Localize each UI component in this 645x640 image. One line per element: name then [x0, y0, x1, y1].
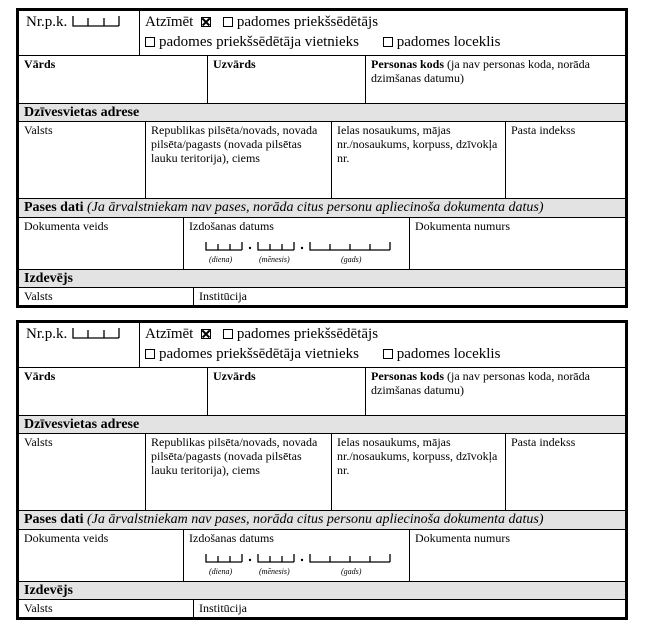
doc-type-cell[interactable]: Dokumenta veids — [24, 531, 109, 545]
institution-cell[interactable]: Institūcija — [193, 600, 625, 617]
member-block-1 — [16, 8, 628, 308]
role-row-1 — [145, 13, 378, 31]
passport-row — [19, 217, 625, 269]
passport-row — [19, 529, 625, 581]
member-label: padomes loceklis — [396, 34, 501, 50]
personal-code-cell[interactable]: Personas kods (ja nav personas koda, norāda dzimšanas datumu) — [365, 56, 625, 103]
year-label: (gads) — [341, 567, 362, 576]
issue-date-cell[interactable]: Izdošanas datums (diena) (mēnesis) (gads) — [183, 218, 409, 269]
checked-checkbox[interactable] — [201, 17, 211, 27]
chair-label: padomes priekšsēdētājs — [236, 14, 379, 30]
doc-number-cell[interactable]: Dokumenta numurs — [409, 530, 625, 581]
institution-cell[interactable]: Institūcija — [193, 288, 625, 305]
passport-title: Pases dati (Ja ārvalstniekam nav pases, norāda citus personu apliecinoša dokumenta datus) — [19, 198, 625, 217]
street-cell[interactable]: Ielas nosaukums, mājas nr./nosaukums, korpuss, dzīvokļa nr. — [331, 434, 505, 510]
nr-boxes — [71, 326, 121, 340]
municipality-cell[interactable]: Republikas pilsēta/novads, novada pilsēta/pagasts (novada pilsētas lauku teritorija), ciems — [145, 434, 331, 510]
address-title: Dzīvesvietas adrese — [19, 103, 625, 121]
nr-boxes — [71, 14, 121, 28]
year-label: (gads) — [341, 255, 362, 264]
street-cell[interactable]: Ielas nosaukums, mājas nr./nosaukums, korpuss, dzīvokļa nr. — [331, 122, 505, 198]
doc-number-cell[interactable]: Dokumenta numurs — [409, 218, 625, 269]
nr-label: Nr.p.k. — [26, 326, 68, 342]
vice-checkbox[interactable] — [145, 37, 155, 47]
role-row-2 — [145, 33, 500, 51]
issuer-title: Izdevējs — [19, 581, 625, 599]
issuer-row — [19, 599, 625, 617]
nr-field[interactable] — [26, 325, 121, 343]
chair-checkbox[interactable] — [223, 17, 233, 27]
issuer-country-cell[interactable]: Valsts — [24, 289, 53, 303]
month-label: (mēnesis) — [259, 255, 290, 264]
member-checkbox[interactable] — [383, 349, 393, 359]
checked-checkbox[interactable] — [201, 329, 211, 339]
month-label: (mēnesis) — [259, 567, 290, 576]
passport-title: Pases dati (Ja ārvalstniekam nav pases, norāda citus personu apliecinoša dokumenta datus) — [19, 510, 625, 529]
first-name-cell[interactable]: Vārds — [24, 57, 56, 71]
doc-type-cell[interactable]: Dokumenta veids — [24, 219, 109, 233]
issuer-row — [19, 287, 625, 305]
last-name-cell[interactable]: Uzvārds — [207, 56, 365, 103]
day-label: (diena) — [209, 567, 233, 576]
member-block-2 — [16, 320, 628, 620]
role-row-1 — [145, 325, 378, 343]
last-name-cell[interactable]: Uzvārds — [207, 368, 365, 415]
vice-label: padomes priekšsēdētāja vietnieks — [159, 346, 359, 362]
address-title: Dzīvesvietas adrese — [19, 415, 625, 433]
country-cell[interactable]: Valsts — [24, 123, 53, 137]
issue-date-cell[interactable]: Izdošanas datums (diena) (mēnesis) (gads) — [183, 530, 409, 581]
member-label: padomes loceklis — [396, 346, 501, 362]
name-row — [19, 367, 625, 415]
first-name-cell[interactable]: Vārds — [24, 369, 56, 383]
address-row — [19, 121, 625, 198]
nr-field[interactable] — [26, 13, 121, 31]
address-row — [19, 433, 625, 510]
issuer-country-cell[interactable]: Valsts — [24, 601, 53, 615]
postcode-cell[interactable]: Pasta indekss — [505, 434, 625, 510]
chair-label: padomes priekšsēdētājs — [236, 326, 379, 342]
chair-checkbox[interactable] — [223, 329, 233, 339]
vice-checkbox[interactable] — [145, 349, 155, 359]
municipality-cell[interactable]: Republikas pilsēta/novads, novada pilsēta/pagasts (novada pilsētas lauku teritorija), ciems — [145, 122, 331, 198]
name-row — [19, 55, 625, 103]
member-checkbox[interactable] — [383, 37, 393, 47]
mark-label: Atzīmēt — [145, 14, 194, 30]
country-cell[interactable]: Valsts — [24, 435, 53, 449]
vice-label: padomes priekšsēdētāja vietnieks — [159, 34, 359, 50]
day-label: (diena) — [209, 255, 233, 264]
role-row-2 — [145, 345, 500, 363]
personal-code-cell[interactable]: Personas kods (ja nav personas koda, norāda dzimšanas datumu) — [365, 368, 625, 415]
mark-label: Atzīmēt — [145, 326, 194, 342]
nr-label: Nr.p.k. — [26, 14, 68, 30]
postcode-cell[interactable]: Pasta indekss — [505, 122, 625, 198]
issuer-title: Izdevējs — [19, 269, 625, 287]
